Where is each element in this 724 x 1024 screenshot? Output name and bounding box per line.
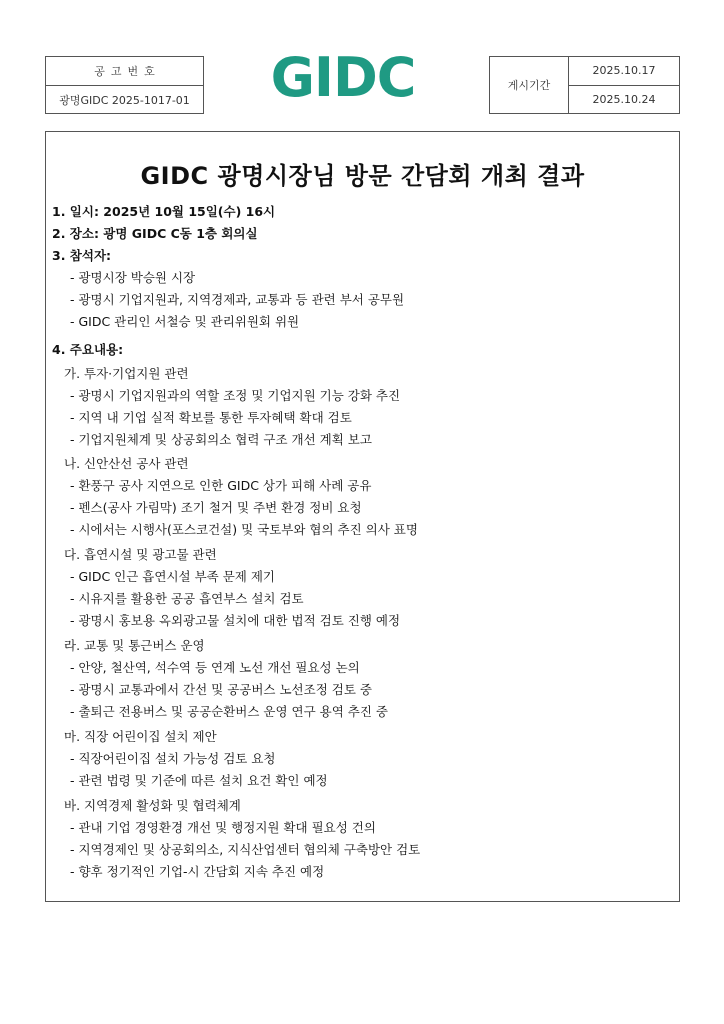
notice-number-cell	[46, 85, 203, 114]
notice-number-box	[45, 56, 204, 114]
item-date: 1. 일시: 2025년 10월 15일(수) 16시	[52, 204, 276, 219]
section-heading: 가. 투자·기업지원 관련	[64, 366, 189, 381]
notice-label-cell	[46, 57, 203, 85]
posting-period-box	[489, 56, 680, 114]
posting-label: 게시기간	[490, 57, 569, 113]
section-bullet: - 광명시 교통과에서 간선 및 공공버스 노선조정 검토 중	[70, 682, 372, 697]
section-heading: 다. 흡연시설 및 광고물 관련	[64, 547, 217, 562]
section-heading: 바. 지역경제 활성화 및 협력체계	[64, 798, 241, 813]
attendee-item: - 광명시 기업지원과, 지역경제과, 교통과 등 관련 부서 공무원	[70, 292, 405, 307]
section-heading: 나. 신안산선 공사 관련	[64, 456, 189, 471]
section-bullet: - 지역경제인 및 상공회의소, 지식산업센터 협의체 구축방안 검토	[70, 842, 421, 857]
logo-text: GIDC	[270, 50, 416, 104]
section-bullet: - GIDC 인근 흡연시설 부족 문제 제기	[70, 569, 275, 584]
section-bullet: - 시에서는 시행사(포스코건설) 및 국토부와 협의 추진 의사 표명	[70, 522, 418, 537]
posting-start-date: 2025.10.17	[592, 64, 656, 78]
item-attendees: 3. 참석자:	[52, 248, 112, 263]
section-bullet: - 환풍구 공사 지연으로 인한 GIDC 상가 피해 사례 공유	[70, 478, 372, 493]
section-heading: 라. 교통 및 통근버스 운영	[64, 638, 205, 653]
section-bullet: - 광명시 기업지원과의 역할 조정 및 기업지원 기능 강화 추진	[70, 388, 401, 403]
posting-end-date: 2025.10.24	[569, 85, 679, 114]
section-bullet: - 안양, 철산역, 석수역 등 연계 노선 개선 필요성 논의	[70, 660, 360, 675]
attendee-item: - GIDC 관리인 서철승 및 관리위원회 위원	[70, 314, 300, 329]
attendee-item: - 광명시장 박승원 시장	[70, 270, 196, 285]
document-frame	[45, 131, 680, 902]
notice-label: 공고번호	[94, 65, 161, 78]
notice-number: 광명GIDC 2025-1017-01	[59, 94, 190, 107]
document-title: GIDC 광명시장님 방문 간담회 개최 결과	[140, 162, 585, 190]
section-bullet: - 펜스(공사 가림막) 조기 철거 및 주변 환경 정비 요청	[70, 500, 362, 515]
section-heading: 마. 직장 어린이집 설치 제안	[64, 729, 217, 744]
gidc-logo	[268, 50, 418, 104]
section-bullet: - 향후 정기적인 기업-시 간담회 지속 추진 예정	[70, 864, 325, 879]
section-bullet: - 직장어린이집 설치 가능성 검토 요청	[70, 751, 276, 766]
content-heading: 4. 주요내용:	[52, 342, 124, 357]
section-bullet: - 출퇴근 전용버스 및 공공순환버스 운영 연구 용역 추진 중	[70, 704, 388, 719]
section-bullet: - 광명시 홍보용 옥외광고물 설치에 대한 법적 검토 진행 예정	[70, 613, 401, 628]
section-bullet: - 기업지원체계 및 상공회의소 협력 구조 개선 계획 보고	[70, 432, 372, 447]
section-bullet: - 관련 법령 및 기준에 따른 설치 요건 확인 예정	[70, 773, 328, 788]
section-bullet: - 시유지를 활용한 공공 흡연부스 설치 검토	[70, 591, 304, 606]
section-bullet: - 관내 기업 경영환경 개선 및 행정지원 확대 필요성 건의	[70, 820, 376, 835]
section-bullet: - 지역 내 기업 실적 확보를 통한 투자혜택 확대 검토	[70, 410, 352, 425]
item-location: 2. 장소: 광명 GIDC C동 1층 회의실	[52, 226, 258, 241]
posting-dates	[569, 57, 679, 113]
